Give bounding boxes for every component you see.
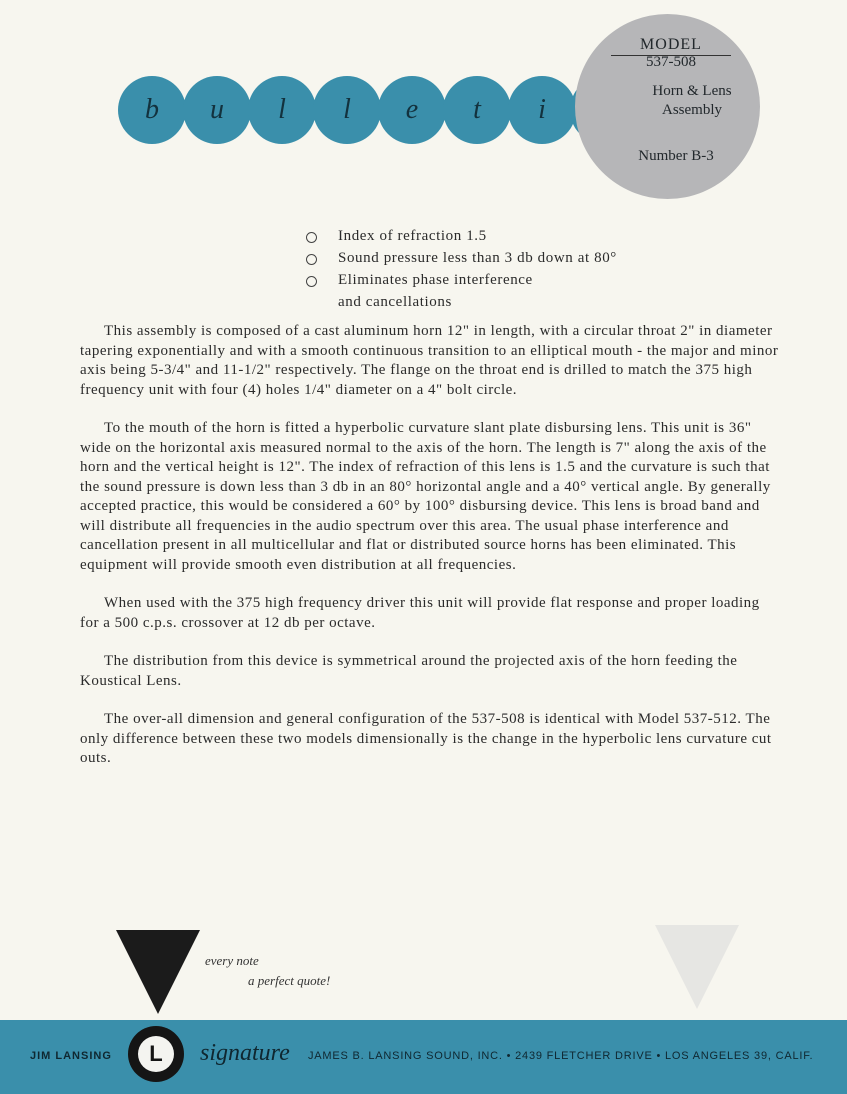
paragraph: The over-all dimension and general configuration of the 537-508 is identical with Model 537-512. The only difference between these two models dimensionally is the change in the hyperbolic lens curvature cut outs.: [80, 711, 772, 766]
circle-bullet-icon: [306, 232, 317, 243]
footer-brand: JIM LANSING: [30, 1050, 112, 1062]
feature-text: Index of refraction 1.5: [338, 228, 487, 244]
feature-item: [306, 226, 617, 246]
feature-item: [306, 270, 617, 290]
paragraph: The distribution from this device is symmetrical around the projected axis of the horn feeding the Koustical Lens.: [80, 653, 738, 689]
feature-list: [306, 226, 617, 314]
company-address: JAMES B. LANSING SOUND, INC. • 2439 FLETCHER DRIVE • LOS ANGELES 39, CALIF.: [308, 1050, 814, 1062]
circle-bullet-icon: [306, 254, 317, 265]
bulletin-letter: b: [118, 76, 186, 144]
logo-letter: L: [138, 1036, 174, 1072]
bulletin-letter: e: [378, 76, 446, 144]
feature-item: [306, 248, 617, 268]
feature-text: Sound pressure less than 3 db down at 80°: [338, 250, 617, 266]
bulletin-number: Number B-3: [638, 148, 714, 164]
light-triangle-icon: [655, 925, 739, 1009]
model-title-line1: Horn & Lens: [652, 83, 732, 99]
bulletin-letter: l: [313, 76, 381, 144]
paragraph: To the mouth of the horn is fitted a hyperbolic curvature slant plate disbursing lens. This unit is 36" wide on the horizontal axis measured normal to the axis of the horn. The length is 7" along the axis of the horn and the vertical height is 12". The index of refraction of this lens is 1.5 and the curvature is such that the sound pressure is down less than 3 db in an 80° horizontal angle and a 40° vertical angle. By generally accepted practice, this would be considered a 60° by 100° disbursing device. This lens is broad band and will distribute all frequencies in the audio spectrum over this area. The usual phase interference and cancellation present in all multicellular and flat or distributed source horns has been eliminated. This equipment will provide smooth even distribution at all frequencies.: [80, 420, 771, 573]
model-number: 537-508: [646, 54, 696, 70]
dark-triangle-icon: [116, 930, 200, 1014]
bulletin-letter: t: [443, 76, 511, 144]
bulletin-letter: u: [183, 76, 251, 144]
circle-bullet-icon: [306, 276, 317, 287]
model-title: [627, 82, 757, 120]
slogan-line2: a perfect quote!: [248, 973, 331, 988]
jbl-logo-icon: [128, 1026, 184, 1082]
bulletin-letter: l: [248, 76, 316, 144]
model-badge: [575, 14, 760, 199]
bulletin-letter: i: [508, 76, 576, 144]
feature-text: and cancellations: [338, 294, 452, 310]
signature-script: signature: [200, 1040, 290, 1066]
footer-band: [0, 1020, 847, 1094]
paragraph: This assembly is composed of a cast aluminum horn 12" in length, with a circular throat 2" in diameter tapering exponentially and with a smooth continuous transition to an elliptical mouth - the major and minor axis being 5-3/4" and 11-1/2" respectively. The flange on the throat end is drilled to match the 375 high frequency unit with four (4) holes 1/4" diameter on a 4" bolt circle.: [80, 323, 779, 398]
feature-item-continued: [306, 292, 617, 312]
model-title-line2: Assembly: [662, 102, 722, 118]
feature-text: Eliminates phase interference: [338, 272, 533, 288]
paragraph: When used with the 375 high frequency driver this unit will provide flat response and proper loading for a 500 c.p.s. crossover at 12 db per octave.: [80, 595, 760, 631]
body-text: [80, 322, 780, 788]
bulletin-banner: [118, 76, 638, 144]
model-label: MODEL: [611, 36, 731, 56]
slogan-line1: every note: [205, 953, 259, 968]
